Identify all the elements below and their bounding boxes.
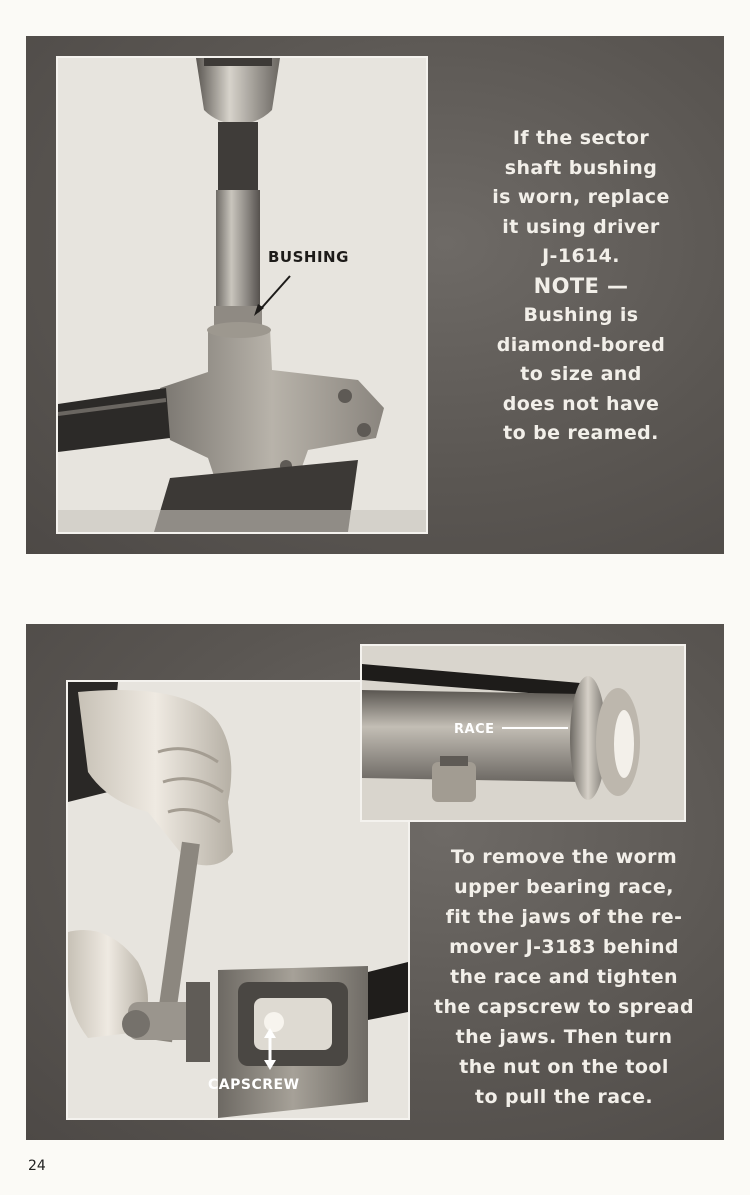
caption-line: If the sector (512, 127, 650, 149)
bushing-callout: BUSHING (268, 248, 349, 266)
caption-line: the nut on the tool (459, 1056, 669, 1078)
caption-line: upper bearing race, (454, 876, 674, 898)
caption-line: to size and (520, 363, 642, 385)
caption-line: the jaws. Then turn (455, 1026, 673, 1048)
caption-line: diamond-bored (496, 333, 666, 356)
top-instruction-panel (26, 36, 724, 554)
caption-line: to pull the race. (475, 1086, 653, 1108)
caption-line: the capscrew to spread (434, 996, 694, 1018)
bottom-instruction-panel (26, 624, 724, 1140)
caption-line: shaft bushing (504, 156, 658, 179)
bearing-race-photo (360, 644, 686, 822)
race-removal-caption (414, 842, 714, 1112)
caption-line: does not have (502, 392, 660, 415)
caption-line: J-1614. (542, 245, 620, 267)
bushing-driver-illustration (58, 58, 426, 532)
caption-line: Bushing is (523, 304, 639, 326)
bushing-caption (446, 124, 716, 449)
note-heading: NOTE — (533, 273, 629, 298)
page-number: 24 (28, 1158, 46, 1174)
race-callout: RACE (454, 722, 495, 737)
bearing-race-illustration (362, 646, 684, 820)
bushing-driver-photo (56, 56, 428, 534)
caption-line: it using driver (502, 215, 660, 238)
remover-tool-photo (66, 680, 410, 1120)
caption-line: is worn, replace (492, 186, 670, 208)
remover-tool-illustration (68, 682, 408, 1118)
caption-line: To remove the worm (450, 846, 678, 868)
caption-line: fit the jaws of the re- (445, 906, 683, 928)
caption-line: mover J-3183 behind (449, 936, 679, 958)
caption-line: the race and tighten (450, 966, 678, 988)
capscrew-callout: CAPSCREW (208, 1077, 300, 1093)
caption-line: to be reamed. (503, 422, 659, 444)
